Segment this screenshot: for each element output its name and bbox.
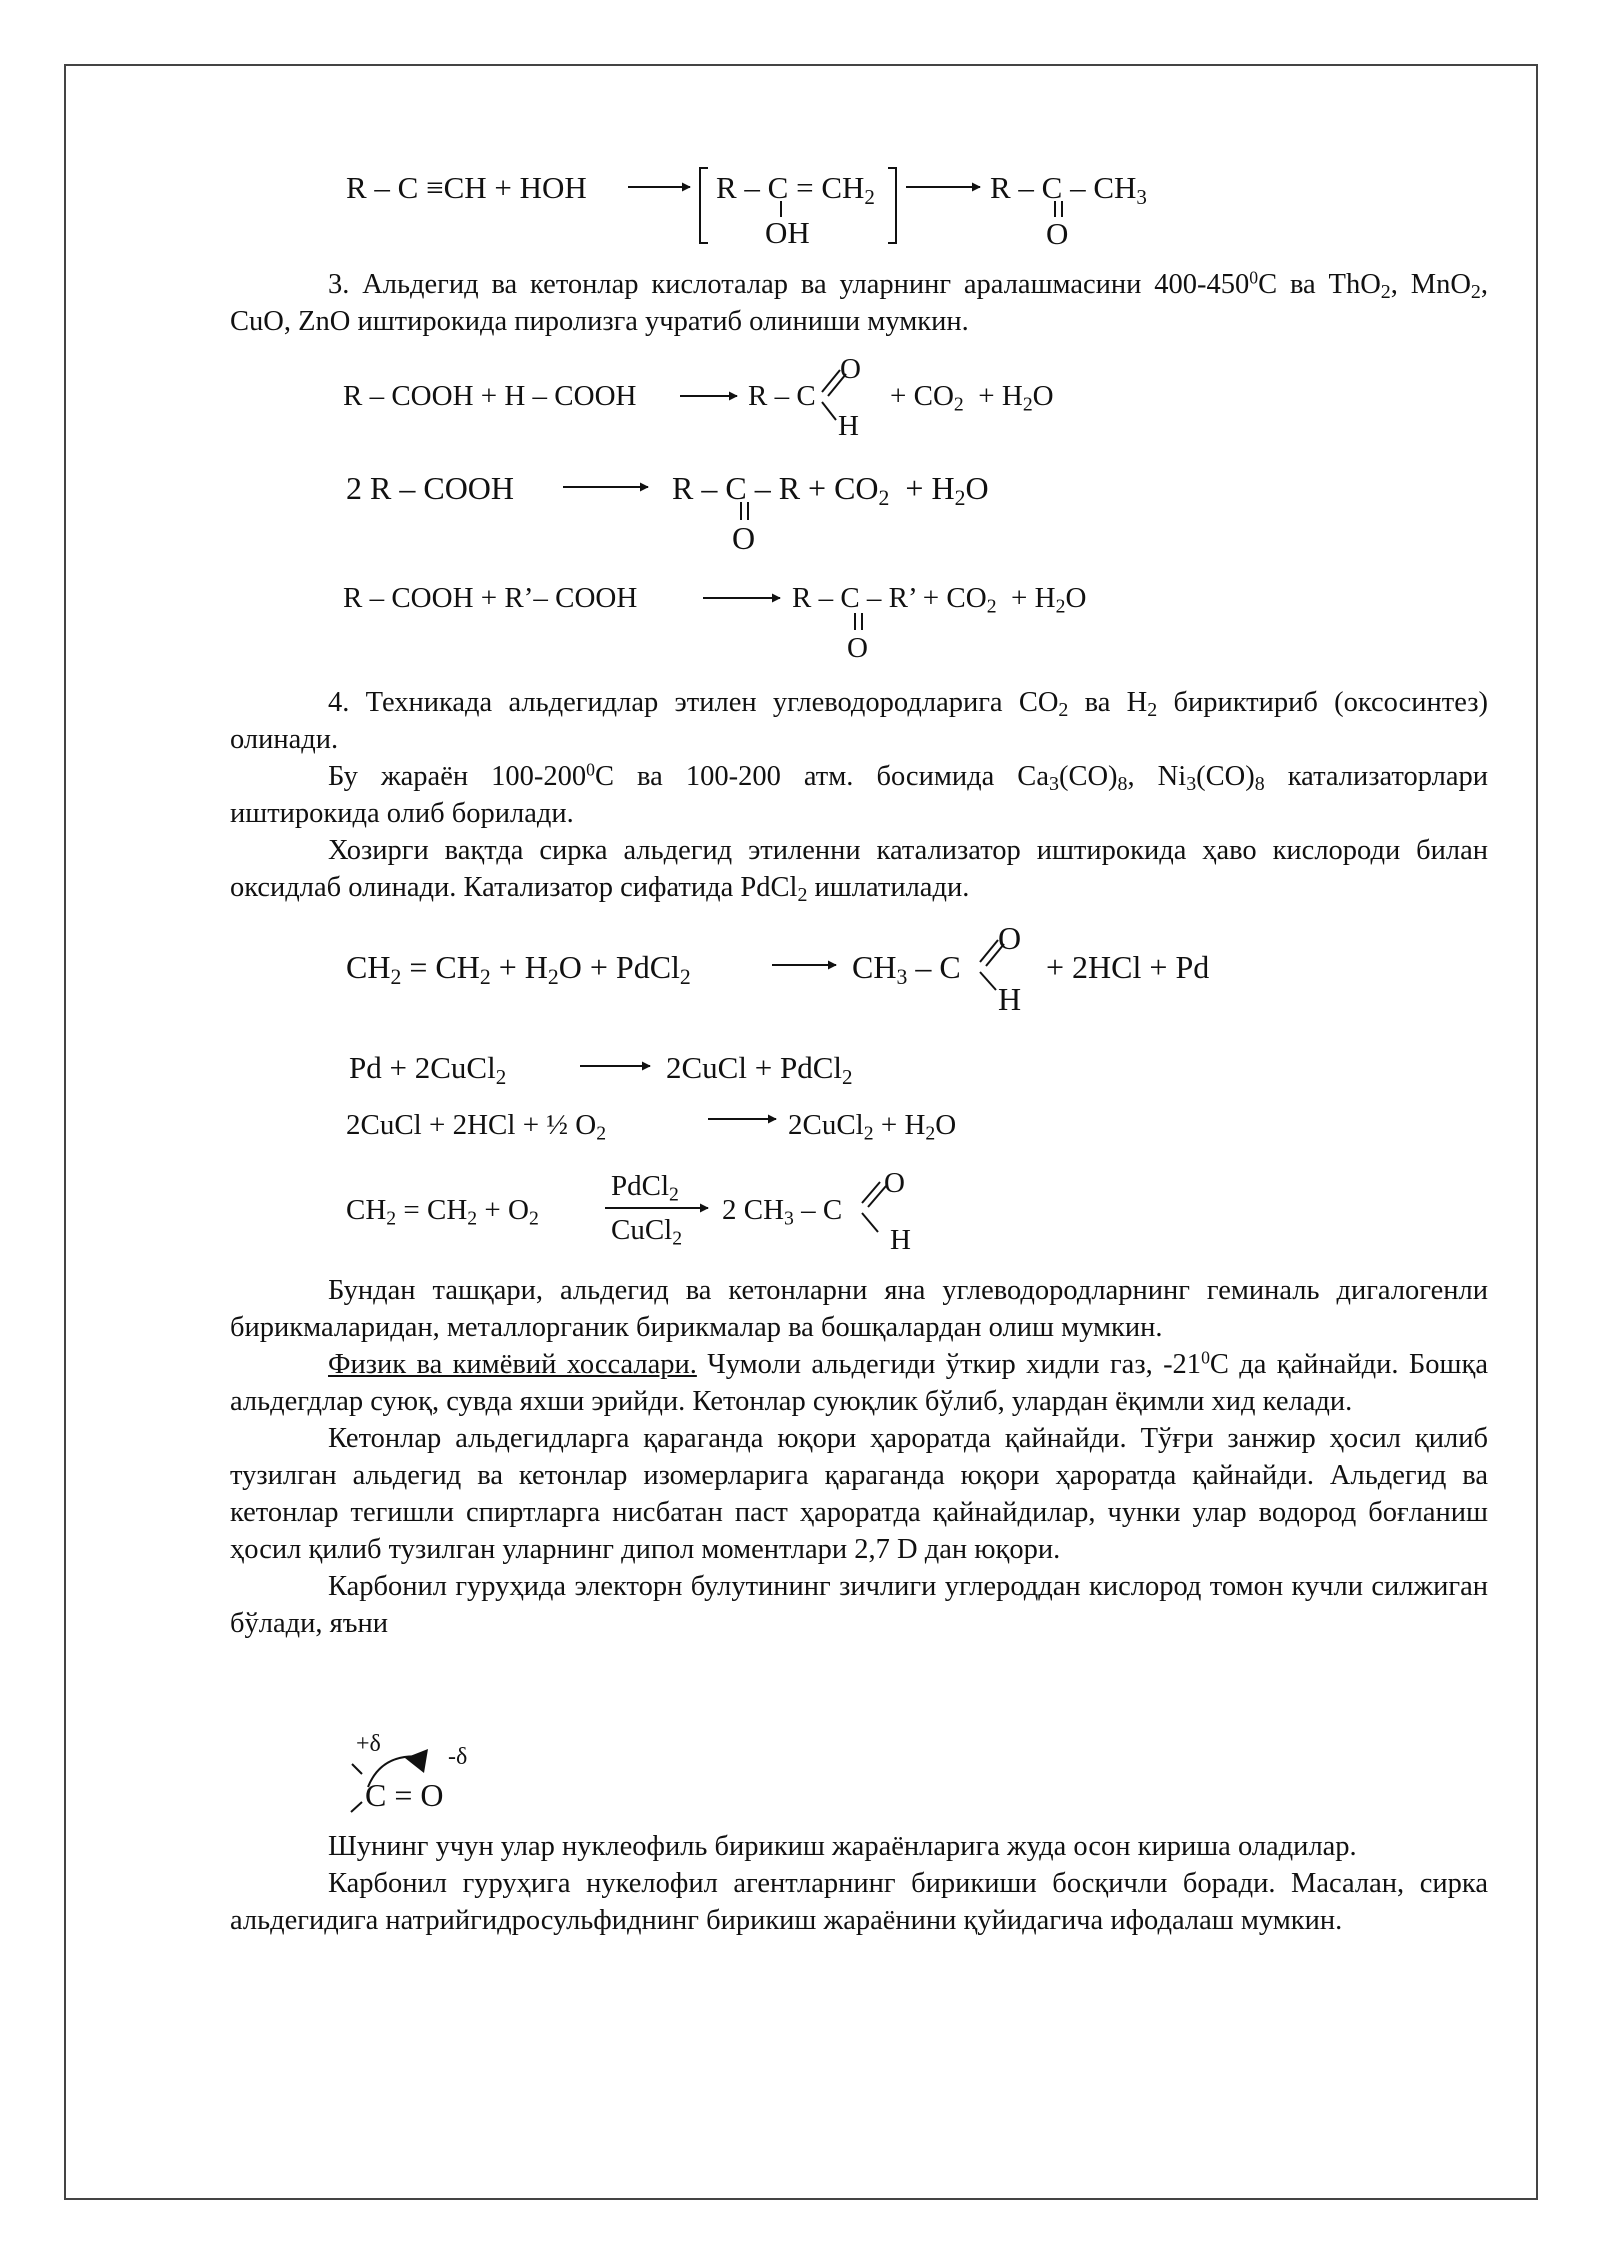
- eq8-catalyst-top: PdCl$_2$: [611, 1170, 679, 1206]
- bond-carbonyl-lower: [351, 1802, 362, 1812]
- eq4-oxygen: O: [847, 632, 868, 664]
- eq2-hydrogen: H: [838, 410, 859, 442]
- eq6-right: 2CuCl + PdCl$_2$: [666, 1050, 853, 1089]
- para3-p4: Карбонил гуруҳида электорн булутининг зичлиги углероддан кислород томон кучли силжиган бўлади, яъни: [230, 1571, 1488, 1639]
- para3-p3: Кетонлар альдегидларга қараганда юқори ҳароратда қайнайди. Тўғри занжир ҳосил қилиб тузилган альдегид ва кетонлар изомерларига қараганда юқори ҳароратда қайнайди. Альдегид ва кетонлар тегишли спиртларга нисбатан паст ҳароратда қайнайдилар, чунки улар водород боғланиш ҳосил қилиб тузилган уларнинг дипол моментлари 2,7 D дан юқори.: [230, 1423, 1488, 1565]
- eq8-oxygen: O: [884, 1167, 905, 1199]
- eq5-hydrogen: H: [998, 981, 1022, 1017]
- section-heading: Физик ва кимёвий хоссалари.: [328, 1349, 697, 1380]
- eq2-oxygen: O: [840, 353, 861, 385]
- bracket-left: [700, 168, 708, 243]
- carbonyl-formula: C = O: [365, 1777, 444, 1813]
- eq1-intermediate: $R - C = CH_2$: [716, 170, 875, 209]
- eq3-reactant: 2 R – COOH: [346, 470, 515, 506]
- bond-eq5-o-a: [980, 940, 998, 962]
- para4-p2: Карбонил гуруҳига нукелофил агентларнинг бирикиши босқичли боради. Масалан, сирка альдегидига натрийгидросульфиднинг бирикиш жараёнини қуйидагича ифодалаш мумкин.: [230, 1868, 1488, 1936]
- eq5-product: $CH_3$ – C: [852, 949, 961, 990]
- bond-eq8-o-a: [862, 1182, 880, 1203]
- paragraph-properties: Бундан ташқари, альдегид ва кетонларни яна углеводородларнинг геминаль дигалогенли бирикмаларидан, металлорганик бирикмалар ва бошқалардан олиш мумкин. Физик ва кимёвий хоссалари. Чумоли альдегиди ўткир хидли газ, $-21^0С$ да қайнайди. Бошқа альдегдлар суюқ, сувда яхши эрийди. Кетонлар суюқлик бўлиб, улардан ёқимли хид келади. Кетонлар альдегидларга қараганда юқори ҳароратда қайнайди. Тўғри занжир ҳосил қилиб тузилган альдегид ва кетонлар изомерларига қараганда юқори ҳароратда қайнайди. Альдегид ва кетонлар тегишли спиртларга нисбатан паст ҳароратда қайнайдилар, чунки улар водород боғланиш ҳосил қилиб тузилган уларнинг дипол моментлари 2,7 D дан юқори. Карбонил гуруҳида электорн булутининг зичлиги углероддан кислород томон кучли силжиган бўлади, яъни: [230, 1272, 1488, 1642]
- bond-eq2-h: [822, 402, 836, 420]
- eq8-product: 2 $CH_3$ – C: [722, 1194, 843, 1230]
- eq5-oxygen: O: [998, 920, 1022, 956]
- eq2-product-rc: R – C: [748, 380, 816, 412]
- eq4-reactants: R – COOH + R’– COOH: [343, 582, 638, 614]
- eq8-catalyst-bottom: CuCl$_2$: [611, 1214, 683, 1250]
- bond-eq2-o-a: [822, 370, 840, 392]
- eq6-left: Pd + 2CuCl$_2$: [349, 1050, 507, 1089]
- bracket-right: [888, 168, 896, 243]
- eq8-hydrogen: H: [890, 1224, 911, 1256]
- eq5-reactants: $CH_2 = CH_2 + H_2O$ + PdCl$_2$: [346, 949, 691, 990]
- para3-p1: Бундан ташқари, альдегид ва кетонларни яна углеводородларнинг геминаль дигалогенли бирикмаларидан, металлорганик бирикмалар ва бошқалардан олиш мумкин.: [230, 1275, 1488, 1343]
- paragraph-pyrolysis: 3. Альдегид ва кетонлар кислоталар ва уларнинг аралашмасини $400-450^0С$ ва ThO2, MnO2, CuO, ZnO иштирокида пиролизга учратиб олиниши мумкин.: [230, 267, 1488, 337]
- eq3-products: $R - C - R + CO_2 + H_2O$: [672, 470, 989, 511]
- eq4-products: R – C – R’ + $CO_2 + H_2O$: [792, 582, 1087, 618]
- eq3-oxygen: O: [732, 520, 756, 556]
- eq1-oh: OH: [765, 215, 810, 250]
- bond-eq8-h: [862, 1213, 878, 1232]
- paragraph-oxosynthesis: 4. Техникада альдегидлар этилен углеводородларига CO2 ва H2 бириктириб (оксосинтез) олинади. Бу жараён $100-200^0С$ ва 100-200 атм. босимида Ca3(CO)8, Ni3(CO)8 катализаторлари иштирокида олиб борилади. Хозирги вақтда сирка альдегид этиленни катализатор иштирокида ҳаво кислороди билан оксидлаб олинади. Катализатор сифатида PdCl2 ишлатилади.: [230, 687, 1489, 906]
- para4-p1: Шунинг учун улар нуклеофиль бирикиш жараёнларига жуда осон кириша оладилар.: [328, 1831, 1357, 1862]
- eq7-left: 2CuCl + 2HCl + ½ $O_2$: [346, 1109, 607, 1145]
- eq7-right: 2CuCl$_2$ + $H_2O$: [788, 1109, 957, 1145]
- bond-carbonyl-upper: [352, 1764, 362, 1774]
- electron-shift-arrowhead: [405, 1749, 428, 1773]
- eq2-reactants: R – COOH + H – COOH: [343, 380, 637, 412]
- paragraph-nucleophilic: [230, 1828, 1488, 1939]
- eq5-tail: + 2HCl + Pd: [1046, 949, 1210, 985]
- plus-delta: +δ: [356, 1731, 381, 1757]
- eq1-reactant: R – C ≡CH + HOH: [346, 170, 587, 205]
- eq1-product: R – C – $CH_3$: [990, 170, 1147, 209]
- minus-delta: -δ: [448, 1744, 468, 1770]
- eq2-byproducts: + $CO_2 + H_2O$: [890, 380, 1054, 416]
- eq8-reactants: $CH_2 = CH_2 + O_2$: [346, 1194, 539, 1230]
- eq1-product-oxygen: O: [1046, 216, 1069, 251]
- bond-eq5-h: [980, 972, 996, 990]
